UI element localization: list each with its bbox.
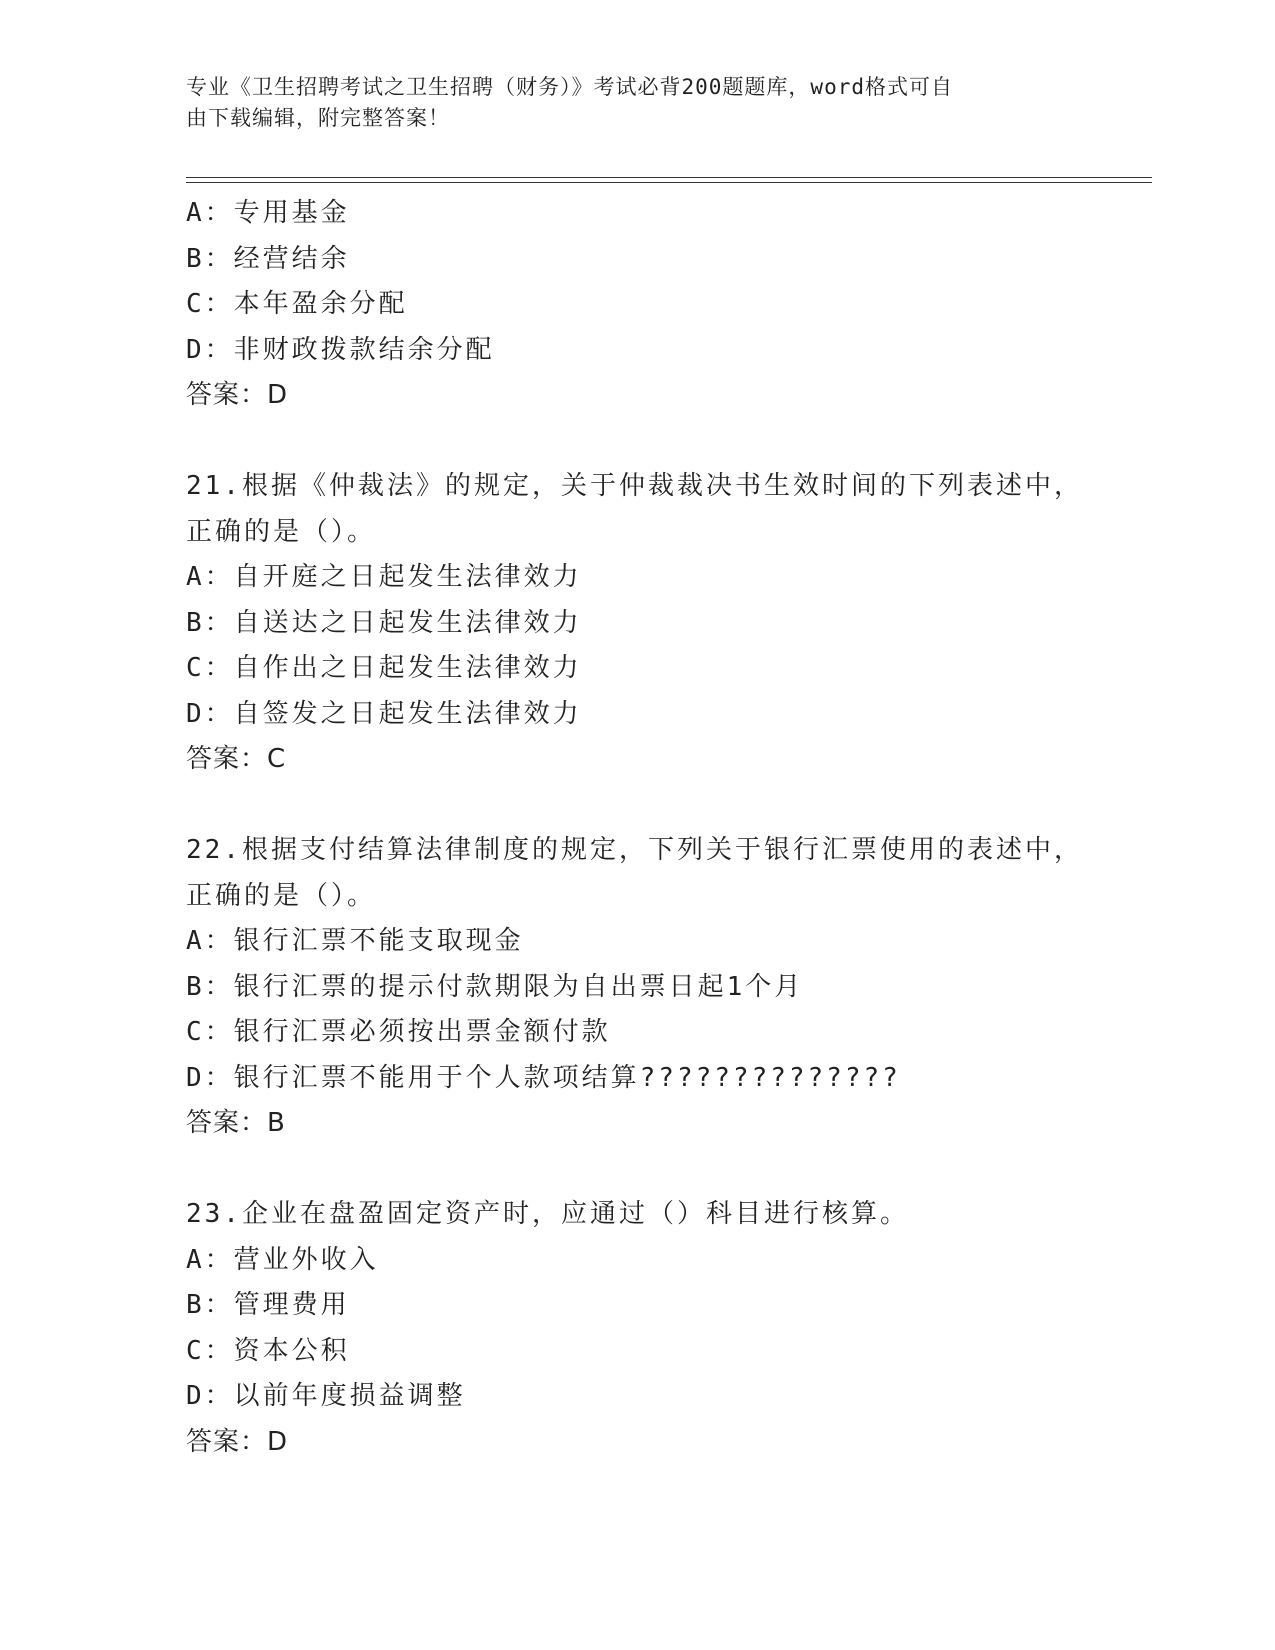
question-block-23 [186,1192,1146,1465]
option-c: C：资本公积 [186,1335,350,1366]
question-block-21 [186,464,1146,783]
question-stem: 23.企业在盘盈固定资产时，应通过（）科目进行核算。 [186,1199,909,1229]
answer-line [186,373,1146,419]
option-c: C：自作出之日起发生法律效力 [186,653,582,683]
option-a: A：营业外收入 [186,1244,379,1275]
option-b: B：自送达之日起发生法律效力 [186,607,582,638]
option-d: D：自签发之日起发生法律效力 [186,698,582,729]
option-c: C：本年盈余分配 [186,289,408,319]
option-d: D：银行汇票不能用于个人款项结算?????????????? [186,1062,901,1093]
question-stem: 正确的是（）。 [186,880,377,911]
answer-line [186,737,1146,783]
option-b: B：管理费用 [186,1290,350,1320]
header-divider-top [186,177,1152,178]
answer-line [186,1420,1146,1466]
option-a: A：自开庭之日起发生法律效力 [186,562,582,592]
header-line-2: 由下载编辑，附完整答案！ [186,106,450,130]
question-content [186,191,1146,1465]
header-line-1: 专业《卫生招聘考试之卫生招聘（财务）》考试必背200题题库，word格式可自 [186,75,953,99]
question-stem: 21.根据《仲裁法》的规定，关于仲裁裁决书生效时间的下列表述中， [186,471,1083,501]
option-c: C：银行汇票必须按出票金额付款 [186,1017,611,1047]
option-a: A：银行汇票不能支取现金 [186,926,524,956]
header-divider-bottom [186,182,1152,183]
answer-label: 答案： [186,1426,268,1457]
option-b: B：经营结余 [186,243,350,274]
option-d: D：非财政拨款结余分配 [186,334,495,365]
question-stem: 正确的是（）。 [186,516,377,547]
answer-label: 答案： [186,1108,268,1138]
spacer [186,419,1146,465]
answer-line [186,1101,1146,1147]
option-a: A：专用基金 [186,198,350,228]
question-stem: 22.根据支付结算法律制度的规定，下列关于银行汇票使用的表述中， [186,835,1083,865]
document-header [186,72,1066,134]
question-block-22 [186,828,1146,1147]
answer-label: 答案： [186,744,268,774]
question-block-20 [186,191,1146,419]
answer-value: D [267,1426,289,1457]
spacer [186,783,1146,829]
option-d: D：以前年度损益调整 [186,1381,466,1411]
answer-value: C [267,744,287,774]
answer-value: B [267,1108,286,1138]
spacer [186,1147,1146,1193]
answer-label: 答案： [186,380,268,410]
answer-value: D [267,380,289,410]
option-b: B：银行汇票的提示付款期限为自出票日起1个月 [186,971,804,1002]
